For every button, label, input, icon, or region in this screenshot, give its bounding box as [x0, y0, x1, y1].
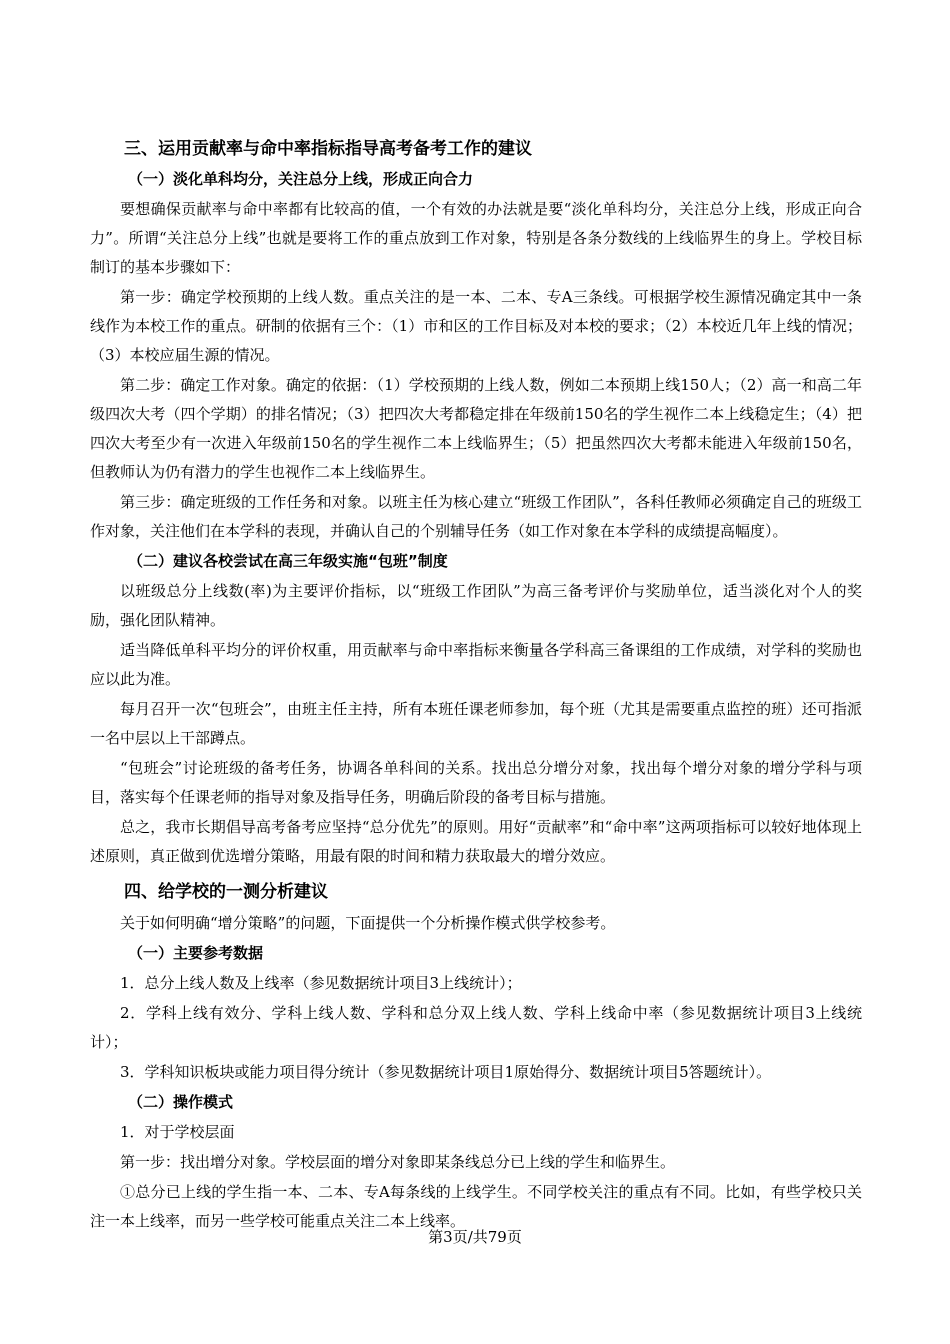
- paragraph: 第二步：确定工作对象。确定的依据：（1）学校预期的上线人数，例如二本预期上线150人；（2）高一和高二年级四次大考（四个学期）的排名情况；（3）把四次大考都稳定排在年级前150名的学生视作二本上线稳定生；（4）把四次大考至少有一次进入年级前150名的学生视作二本上线临界生；（5）把虽然四次大考都未能进入年级前150名，但教师认为仍有潜力的学生也视作二本上线临界生。: [90, 376, 862, 481]
- section-3-2-heading: （二）建议各校尝试在高三年级实施“包班”制度: [128, 552, 448, 570]
- list-item: 2．学科上线有效分、学科上线人数、学科和总分双上线人数、学科上线命中率（参见数据统计项目3上线统计）；: [90, 1004, 862, 1051]
- paragraph: 每月召开一次“包班会”，由班主任主持，所有本班任课老师参加，每个班（尤其是需要重点监控的班）还可指派一名中层以上干部蹲点。: [90, 700, 862, 747]
- section-4-1-heading: （一）主要参考数据: [128, 944, 264, 962]
- list-item: 3．学科知识板块或能力项目得分统计（参见数据统计项目1原始得分、数据统计项目5答题统计）。: [120, 1063, 772, 1081]
- section-4-heading: 四、给学校的一测分析建议: [124, 882, 328, 902]
- section-4-2-heading: （二）操作模式: [128, 1093, 234, 1111]
- paragraph: 1．对于学校层面: [120, 1123, 235, 1141]
- paragraph: 以班级总分上线数(率)为主要评价指标，以“班级工作团队”为高三备考评价与奖励单位，适当淡化对个人的奖励，强化团队精神。: [90, 582, 862, 629]
- paragraph: 关于如何明确“增分策略”的问题，下面提供一个分析操作模式供学校参考。: [120, 914, 616, 932]
- section-3-heading: 三、运用贡献率与命中率指标指导高考备考工作的建议: [124, 139, 532, 159]
- paragraph: 要想确保贡献率与命中率都有比较高的值，一个有效的办法就是要“淡化单科均分，关注总分上线，形成正向合力”。所谓“关注总分上线”也就是要将工作的重点放到工作对象，特别是各条分数线的上线临界生的身上。学校目标制订的基本步骤如下：: [90, 200, 862, 276]
- list-item: 1．总分上线人数及上线率（参见数据统计项目3上线统计）；: [120, 974, 522, 992]
- document-page: [90, 128, 862, 1237]
- section-3-1-heading: （一）淡化单科均分，关注总分上线，形成正向合力: [128, 170, 474, 188]
- paragraph: 第三步：确定班级的工作任务和对象。以班主任为核心建立“班级工作团队”，各科任教师必须确定自己的班级工作对象，关注他们在本学科的表现，并确认自己的个别辅导任务（如工作对象在本学科的成绩提高幅度）。: [90, 493, 862, 540]
- paragraph: 第一步：确定学校预期的上线人数。重点关注的是一本、二本、专A三条线。可根据学校生源情况确定其中一条线作为本校工作的重点。研制的依据有三个：（1）市和区的工作目标及对本校的要求；（2）本校近几年上线的情况；（3）本校应届生源的情况。: [90, 288, 862, 364]
- paragraph: 第一步：找出增分对象。学校层面的增分对象即某条线总分已上线的学生和临界生。: [120, 1153, 676, 1171]
- paragraph: ①总分已上线的学生指一本、二本、专A每条线的上线学生。不同学校关注的重点有不同。比如，有些学校只关注一本上线率，而另一些学校可能重点关注二本上线率。: [90, 1183, 862, 1230]
- paragraph: “包班会”讨论班级的备考任务，协调各单科间的关系。找出总分增分对象，找出每个增分对象的增分学科与项目，落实每个任课老师的指导对象及指导任务，明确后阶段的备考目标与措施。: [90, 759, 862, 806]
- page-number: 第3页/共79页: [428, 1228, 522, 1246]
- paragraph: 总之，我市长期倡导高考备考应坚持“总分优先”的原则。用好“贡献率”和“命中率”这两项指标可以较好地体现上述原则，真正做到优选增分策略，用最有限的时间和精力获取最大的增分效应。: [90, 818, 862, 865]
- paragraph: 适当降低单科平均分的评价权重，用贡献率与命中率指标来衡量各学科高三备课组的工作成绩，对学科的奖励也应以此为准。: [90, 641, 862, 688]
